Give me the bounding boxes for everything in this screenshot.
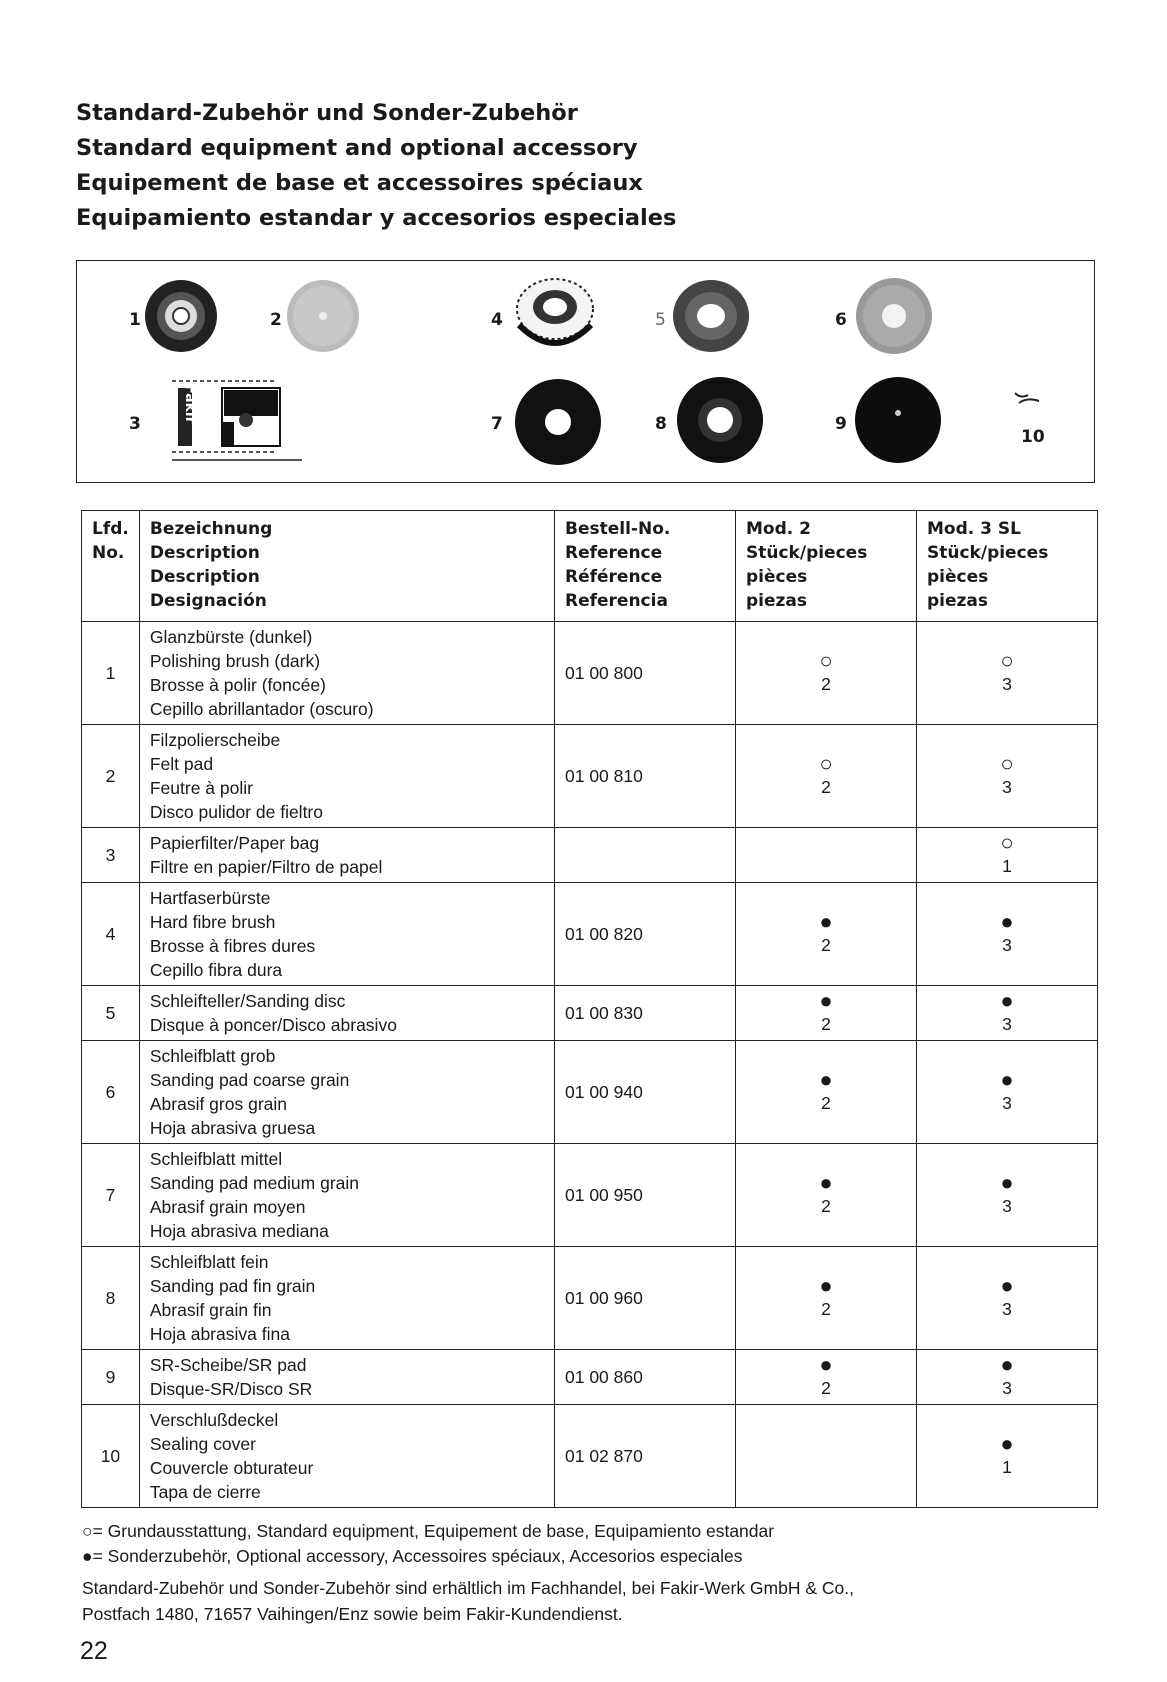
legend-standard bbox=[82, 1519, 774, 1544]
table-row bbox=[82, 1405, 1098, 1508]
mod3-symbol: ○ bbox=[1000, 830, 1014, 855]
table-row bbox=[82, 883, 1098, 986]
header-mod3-line-3: pièces bbox=[927, 567, 989, 587]
row-reference bbox=[555, 828, 736, 883]
description-line: Hartfaserbürste bbox=[149, 888, 271, 908]
description-line: Disque à poncer/Disco abrasivo bbox=[149, 1015, 397, 1035]
row-mod2 bbox=[736, 1405, 917, 1508]
title-german: Standard-Zubehör und Sonder-Zubehör bbox=[76, 100, 578, 126]
page-number: 22 bbox=[80, 1637, 108, 1665]
mod3-count: 3 bbox=[1002, 777, 1012, 797]
mod3-symbol: ● bbox=[1000, 1170, 1014, 1195]
row-reference: 01 00 960 bbox=[555, 1247, 736, 1350]
header-reference bbox=[555, 511, 736, 622]
figure-label-2: 2 bbox=[270, 310, 282, 330]
row-mod2 bbox=[736, 1144, 917, 1247]
mod2-symbol: ● bbox=[819, 1273, 833, 1298]
legend bbox=[82, 1519, 774, 1569]
row-number: 5 bbox=[82, 986, 140, 1041]
figure-label-4: 4 bbox=[491, 310, 503, 330]
row-mod3 bbox=[917, 883, 1098, 986]
description-line: Felt pad bbox=[149, 754, 214, 774]
legend-optional-symbol: ● bbox=[82, 1546, 93, 1566]
mod3-count: 3 bbox=[1002, 1299, 1012, 1319]
description-line: Glanzbürste (dunkel) bbox=[149, 627, 313, 647]
mod2-symbol: ● bbox=[819, 1067, 833, 1092]
description-line: Verschlußdeckel bbox=[149, 1410, 279, 1430]
header-mod2-line-1: Mod. 2 bbox=[746, 519, 811, 539]
description-line: Couvercle obturateur bbox=[149, 1458, 314, 1478]
table-header-row bbox=[82, 511, 1098, 622]
figure-label-5: 5 bbox=[655, 310, 666, 330]
header-lfd-line-2: No. bbox=[92, 543, 125, 563]
description-line: SR-Scheibe/SR pad bbox=[149, 1355, 307, 1375]
header-lfd bbox=[82, 511, 140, 622]
header-description bbox=[139, 511, 554, 622]
legend-standard-text: = Grundausstattung, Standard equipment, Equipement de base, Equipamiento estandar bbox=[92, 1521, 775, 1541]
header-mod2-line-2: Stück/pieces bbox=[746, 543, 868, 563]
description-line: Brosse à polir (foncée) bbox=[149, 675, 326, 695]
table-row bbox=[82, 986, 1098, 1041]
felt-pad-image bbox=[285, 278, 361, 354]
row-mod3 bbox=[917, 1405, 1098, 1508]
table-row bbox=[82, 828, 1098, 883]
paper-bag-brand: Fakir bbox=[182, 384, 198, 424]
description-line: Sanding pad coarse grain bbox=[149, 1070, 350, 1090]
mod2-count: 2 bbox=[821, 1378, 831, 1398]
header-mod2-line-3: pièces bbox=[746, 567, 808, 587]
figure-label-10: 10 bbox=[1021, 427, 1045, 447]
table-row bbox=[82, 1247, 1098, 1350]
table-body bbox=[82, 622, 1098, 1508]
row-reference: 01 00 940 bbox=[555, 1041, 736, 1144]
row-mod3 bbox=[917, 828, 1098, 883]
figure-label-1: 1 bbox=[129, 310, 141, 330]
mod2-symbol: ● bbox=[819, 988, 833, 1013]
row-number: 4 bbox=[82, 883, 140, 986]
accessories-figure bbox=[76, 260, 1095, 483]
description-line: Cepillo abrillantador (oscuro) bbox=[149, 699, 374, 719]
mod3-count: 3 bbox=[1002, 935, 1012, 955]
row-description bbox=[139, 883, 554, 986]
hard-fibre-brush-image bbox=[513, 273, 597, 359]
description-line: Schleifblatt fein bbox=[149, 1252, 269, 1272]
sanding-pad-coarse-image bbox=[852, 276, 936, 356]
legend-optional-text: = Sonderzubehör, Optional accessory, Accessoires spéciaux, Accesorios especiales bbox=[92, 1546, 743, 1566]
row-description bbox=[139, 1247, 554, 1350]
table-row bbox=[82, 725, 1098, 828]
header-ref-fr: Référence bbox=[565, 567, 663, 587]
description-line: Schleifblatt grob bbox=[149, 1046, 276, 1066]
title-spanish: Equipamiento estandar y accesorios especiales bbox=[76, 205, 677, 231]
description-line: Polishing brush (dark) bbox=[149, 651, 321, 671]
row-number: 7 bbox=[82, 1144, 140, 1247]
mod3-count: 3 bbox=[1002, 1093, 1012, 1113]
sr-pad-image bbox=[853, 375, 943, 465]
description-line: Schleifteller/Sanding disc bbox=[149, 991, 346, 1011]
row-description bbox=[139, 1041, 554, 1144]
row-mod3 bbox=[917, 725, 1098, 828]
figure-label-9: 9 bbox=[835, 414, 847, 434]
accessories-table bbox=[81, 510, 1098, 1508]
header-mod2-line-4: piezas bbox=[746, 591, 808, 611]
mod3-symbol: ● bbox=[1000, 1352, 1014, 1377]
description-line: Hoja abrasiva mediana bbox=[149, 1221, 329, 1241]
mod3-symbol: ● bbox=[1000, 1067, 1014, 1092]
sanding-pad-medium-image bbox=[513, 377, 603, 467]
description-line: Schleifblatt mittel bbox=[149, 1149, 283, 1169]
header-mod2 bbox=[736, 511, 917, 622]
table-row bbox=[82, 1144, 1098, 1247]
row-mod3 bbox=[917, 1144, 1098, 1247]
figure-label-7: 7 bbox=[491, 414, 503, 434]
description-line: Filzpolierscheibe bbox=[149, 730, 281, 750]
description-line: Hard fibre brush bbox=[149, 912, 276, 932]
mod2-count: 2 bbox=[821, 1014, 831, 1034]
mod3-count: 3 bbox=[1002, 1014, 1012, 1034]
row-mod3 bbox=[917, 1247, 1098, 1350]
sealing-cover-image bbox=[1013, 389, 1043, 409]
row-mod3 bbox=[917, 1350, 1098, 1405]
description-line: Brosse à fibres dures bbox=[149, 936, 316, 956]
row-number: 10 bbox=[82, 1405, 140, 1508]
row-mod2 bbox=[736, 1041, 917, 1144]
row-description bbox=[139, 986, 554, 1041]
header-mod3 bbox=[917, 511, 1098, 622]
mod3-count: 3 bbox=[1002, 1196, 1012, 1216]
mod2-count: 2 bbox=[821, 674, 831, 694]
row-mod2 bbox=[736, 622, 917, 725]
description-line: Filtre en papier/Filtro de papel bbox=[149, 857, 383, 877]
mod3-symbol: ● bbox=[1000, 909, 1014, 934]
mod2-count: 2 bbox=[821, 1299, 831, 1319]
row-mod2 bbox=[736, 725, 917, 828]
mod3-count: 3 bbox=[1002, 1378, 1012, 1398]
mod3-symbol: ○ bbox=[1000, 751, 1014, 776]
description-line: Abrasif grain fin bbox=[149, 1300, 272, 1320]
description-line: Abrasif grain moyen bbox=[149, 1197, 306, 1217]
figure-label-3: 3 bbox=[129, 414, 141, 434]
description-line: Disco pulidor de fieltro bbox=[149, 802, 323, 822]
row-number: 9 bbox=[82, 1350, 140, 1405]
header-desc-en: Description bbox=[149, 543, 260, 563]
mod2-symbol: ○ bbox=[819, 648, 833, 673]
row-reference: 01 00 860 bbox=[555, 1350, 736, 1405]
row-number: 1 bbox=[82, 622, 140, 725]
mod2-count: 2 bbox=[821, 1093, 831, 1113]
row-reference: 01 00 950 bbox=[555, 1144, 736, 1247]
header-lfd-line-1: Lfd. bbox=[92, 519, 129, 539]
table-row bbox=[82, 1041, 1098, 1144]
mod2-count: 2 bbox=[821, 777, 831, 797]
row-description bbox=[139, 1144, 554, 1247]
description-line: Cepillo fibra dura bbox=[149, 960, 283, 980]
header-mod3-line-4: piezas bbox=[927, 591, 989, 611]
description-line: Tapa de cierre bbox=[149, 1482, 261, 1502]
mod2-symbol: ● bbox=[819, 1170, 833, 1195]
row-description bbox=[139, 622, 554, 725]
row-mod3 bbox=[917, 622, 1098, 725]
mod2-symbol: ○ bbox=[819, 751, 833, 776]
row-reference: 01 00 830 bbox=[555, 986, 736, 1041]
row-reference: 01 02 870 bbox=[555, 1405, 736, 1508]
legend-optional bbox=[82, 1544, 774, 1569]
mod3-count: 3 bbox=[1002, 674, 1012, 694]
row-mod2 bbox=[736, 1247, 917, 1350]
description-line: Papierfilter/Paper bag bbox=[149, 833, 320, 853]
header-desc-fr: Description bbox=[149, 567, 260, 587]
mod2-symbol: ● bbox=[819, 1352, 833, 1377]
mod3-count: 1 bbox=[1002, 1457, 1012, 1477]
page-titles bbox=[76, 96, 676, 236]
sanding-pad-fine-image bbox=[675, 375, 765, 465]
figure-label-8: 8 bbox=[655, 414, 667, 434]
note-line-1: Standard-Zubehör und Sonder-Zubehör sind erhältlich im Fachhandel, bei Fakir-Werk GmbH & Co., bbox=[82, 1578, 854, 1598]
row-mod3 bbox=[917, 986, 1098, 1041]
polishing-brush-dark-image bbox=[143, 278, 219, 354]
table-row bbox=[82, 622, 1098, 725]
table-row bbox=[82, 1350, 1098, 1405]
legend-standard-symbol: ○ bbox=[82, 1521, 93, 1541]
description-line: Feutre à polir bbox=[149, 778, 253, 798]
description-line: Hoja abrasiva fina bbox=[149, 1324, 290, 1344]
availability-note bbox=[82, 1575, 854, 1627]
header-ref-de: Bestell-No. bbox=[565, 519, 671, 539]
row-mod2 bbox=[736, 883, 917, 986]
row-number: 2 bbox=[82, 725, 140, 828]
description-line: Sealing cover bbox=[149, 1434, 256, 1454]
row-mod2 bbox=[736, 986, 917, 1041]
note-line-2: Postfach 1480, 71657 Vaihingen/Enz sowie beim Fakir-Kundendienst. bbox=[82, 1604, 623, 1624]
description-line: Sanding pad medium grain bbox=[149, 1173, 360, 1193]
row-number: 6 bbox=[82, 1041, 140, 1144]
header-desc-es: Designación bbox=[149, 591, 267, 611]
row-description bbox=[139, 1350, 554, 1405]
row-mod3 bbox=[917, 1041, 1098, 1144]
row-number: 3 bbox=[82, 828, 140, 883]
title-english: Standard equipment and optional accessory bbox=[76, 135, 638, 161]
header-ref-en: Reference bbox=[565, 543, 663, 563]
row-mod2 bbox=[736, 828, 917, 883]
sanding-disc-image bbox=[671, 278, 751, 354]
row-mod2 bbox=[736, 1350, 917, 1405]
description-line: Disque-SR/Disco SR bbox=[149, 1379, 313, 1399]
row-description bbox=[139, 1405, 554, 1508]
header-mod3-line-2: Stück/pieces bbox=[927, 543, 1049, 563]
mod2-count: 2 bbox=[821, 1196, 831, 1216]
figure-label-6: 6 bbox=[835, 310, 847, 330]
mod2-symbol: ● bbox=[819, 909, 833, 934]
header-mod3-line-1: Mod. 3 SL bbox=[927, 519, 1021, 539]
mod3-symbol: ● bbox=[1000, 1431, 1014, 1456]
description-line: Hoja abrasiva gruesa bbox=[149, 1118, 316, 1138]
header-ref-es: Referencia bbox=[565, 591, 668, 611]
row-reference: 01 00 800 bbox=[555, 622, 736, 725]
mod3-symbol: ○ bbox=[1000, 648, 1014, 673]
description-line: Sanding pad fin grain bbox=[149, 1276, 316, 1296]
row-description bbox=[139, 828, 554, 883]
description-line: Abrasif gros grain bbox=[149, 1094, 288, 1114]
mod2-count: 2 bbox=[821, 935, 831, 955]
row-number: 8 bbox=[82, 1247, 140, 1350]
mod3-symbol: ● bbox=[1000, 1273, 1014, 1298]
row-description bbox=[139, 725, 554, 828]
mod3-count: 1 bbox=[1002, 856, 1012, 876]
mod3-symbol: ● bbox=[1000, 988, 1014, 1013]
title-french: Equipement de base et accessoires spéciaux bbox=[76, 170, 643, 196]
row-reference: 01 00 810 bbox=[555, 725, 736, 828]
header-desc-de: Bezeichnung bbox=[149, 519, 273, 539]
row-reference: 01 00 820 bbox=[555, 883, 736, 986]
